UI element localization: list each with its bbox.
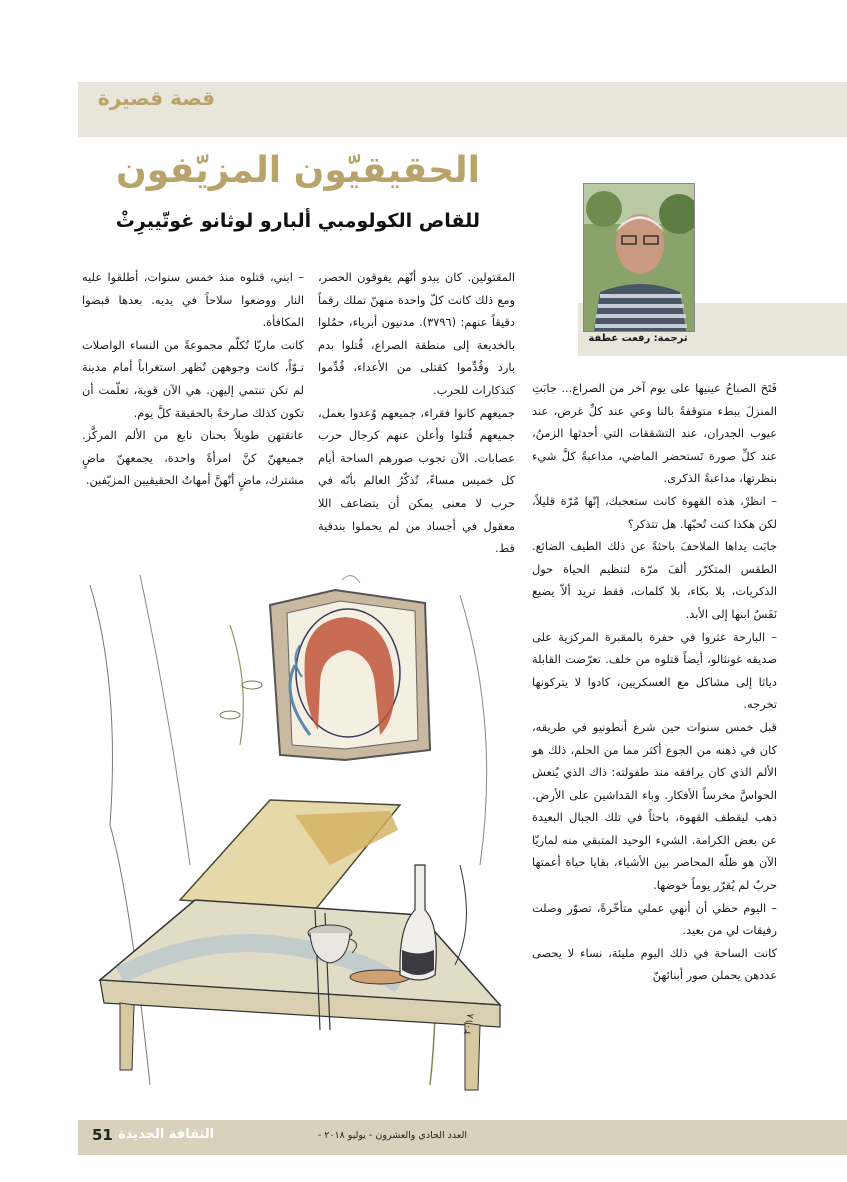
column-right [532, 377, 777, 987]
translator-photo [583, 183, 695, 332]
paragraph: المقتولين. كان يبدو أنّهم يفوقون الحصر، ومع ذلك كانت كلّ واحدة منهنّ تملك رقماً دقيقاً عنهم: (٣٧٩٦). مدنيون أبرياء، حمُلوا بالخديعة إلى منطقة الصراع، قُتلوا بدم بارد وقُدِّموا كقتلى من الأعداء، قُدِّموا كتذكارات للحرب. [318, 270, 516, 397]
paragraph: كانت ماريّا تُكلّم مجموعةً من النساء الواصلات تـوّاً، كانت وجوههن تُظهر استغراباً أمام مدينة لم تكن تنتمي إليهن. هي الآن قوية، تعلّمت أن تكون كذلك صارخةً بالحقيقة كلَّ يوم. [82, 337, 304, 420]
illustration-signature: ٢٠١٨ [462, 1012, 477, 1036]
paragraph: فَتَحَ الصباحُ عينيها على يوم آخر من الصراع... جابَتِ المنزلَ ببطء متوقفةً بالنا وعي عند كلِّ غرض، عند عيوب الجدران، عند التشققات التي أحدثها الزمنُ، عند كلِّ صورة تَستحضر الماضي، مداعبةً كلَّ شيء بنظرتها، مداعبةً الذكرى. [532, 381, 777, 486]
column-middle [318, 266, 515, 560]
paragraph: جابَت يداها الملاحفَ باحثةً عن ذلك الطيف الضائع. الطقس المتكرّر ألفَ مرّة لتنظيم الحياة حول الذكريات، بلا بكاء، بلا كلمات، فقط تريد ألاّ يضيع نَفَسُ ابنها إلى الأبد. [532, 539, 777, 621]
issue-info: العدد الحادي والعشرون - يوليو ٢٠١٨ - [317, 1130, 467, 1141]
section-label: قصة قصيرة [97, 86, 215, 110]
paragraph: قبل خمس سنوات حين شرع أنطونيو في طريقه، كان في ذهنه من الجوع أكثر مما من الحلم، ذلك هو الألم الذي كان يرافقه منذ طفولته: ذاك الذي يُنعش الحواسَّ مخرساً الأفكار. وباء المَداشين على الأرض. ذهب ليقطف القهوة، باحثاً في تلك الجبال البعيدة عن بعض الكرامة. الشيء الوحيد المتبقي منه لماريّا الآن هو ظلّه المحاصر بين الأشياء، بقايا حياة أعمتها حربٌ لم يُقرّر يوماً خوضها. [532, 719, 777, 893]
column-left [82, 266, 304, 492]
paragraph: – انظرْ، هذه القهوة كانت ستعجبك، إنّها مُرّة قليلاً، لكن هكذا كنت تُحبّها. هل تتذكر؟ [532, 493, 777, 531]
translator-credit: ترجمة: رفعت عطفة [588, 333, 688, 344]
story-illustration [80, 565, 520, 1100]
page-number: 51 [92, 1126, 113, 1144]
paragraph: جميعهم كانوا فقراء، جميعهم وُعدوا بعمل، جميعهم قُتلوا وأعلن عنهم كرجال حرب عصابات. الآن تجوب صورهم الساحة أيام كل خميس مساءً، تُذكّرُ العالم بأنّه في حرب لا معنى يمكن أن يتضاعف اللا معقول في أجساد من لم يحملوا بندقية قط. [318, 405, 515, 556]
article-title: الحقيقيّون المزيّفون [116, 150, 480, 191]
paragraph: – ابني، قتلوه منذ خمس سنوات، أطلقوا عليه النار ووضعوا سلاحاً في يديه. بعدها قبضوا المكافأة. [82, 270, 304, 330]
paragraph: عانقتهن طويلاً بحنان نابع من الألم المركَّز. جميعهنّ كنَّ امرأةً واحدة، يجمعهنّ ماضٍ مشترك، ماضٍ أنّهنَّ أمهاتُ الحقيقيين المزيّفين. [82, 428, 304, 488]
paragraph: – البارحة عثروا في حفرة بالمقبرة المركزية على صديقه غونثالو، أيضاً قتلوه من خلف. تعرّضت القابلة دياثا إلى مشاكل مع العسكريين، كادوا لا يتركونها تخرجه. [532, 629, 777, 712]
paragraph: كانت الساحة في ذلك اليوم مليئة، نساء لا يحصى عددهن يحملن صور أبنائهنّ [532, 945, 777, 983]
magazine-logo: الثقافة الجديدة [118, 1127, 215, 1142]
article-subtitle: للقاص الكولومبي ألبارو لوثانو غوتّييرِثْ [115, 210, 480, 232]
paragraph: – اليوم حظي أن أنهي عملي متأخّرةً، تصوّر وصلت رفيقات لي من بعيد. [532, 900, 777, 938]
